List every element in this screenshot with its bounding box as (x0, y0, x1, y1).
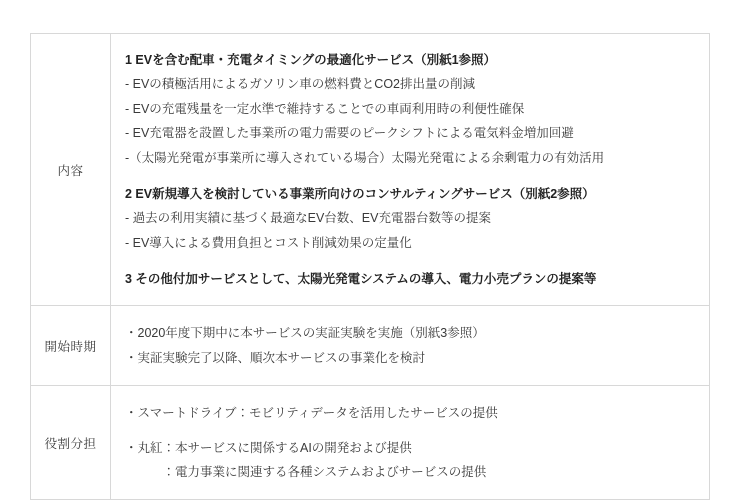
roles-spacer (125, 426, 699, 436)
row-label-content: 内容 (31, 34, 111, 305)
start-time-item-2: ・実証実験完了以降、順次本サービスの事業化を検討 (125, 350, 426, 365)
row-label-roles: 役割分担 (31, 386, 111, 499)
content-item-1-1: - EVの積極活用によるガソリン車の燃料費とCO2排出量の削減 (125, 77, 476, 92)
row-label-start-time: 開始時期 (31, 306, 111, 385)
table-row (31, 34, 709, 306)
service-overview-table (30, 33, 710, 500)
table-row (31, 306, 709, 386)
content-spacer-1 (125, 170, 699, 182)
roles-item-3: ：電力事業に関連する各種システムおよびサービスの提供 (125, 464, 487, 479)
content-heading-1: 1 EVを含む配車・充電タイミングの最適化サービス（別紙1参照） (125, 53, 497, 67)
content-spacer-2 (125, 255, 699, 267)
content-item-2-1: - 過去の利用実績に基づく最適なEV台数、EV充電器台数等の提案 (125, 211, 491, 226)
start-time-item-1: ・2020年度下期中に本サービスの実証実験を実施（別紙3参照） (125, 326, 485, 341)
content-item-1-4: -（太陽光発電が事業所に導入されている場合）太陽光発電による余剰電力の有効活用 (125, 150, 605, 165)
roles-item-2: ・丸紅：本サービスに関係するAIの開発および提供 (125, 440, 412, 455)
content-item-1-2: - EVの充電残量を一定水準で維持することでの車両利用時の利便性確保 (125, 101, 525, 116)
content-item-1-3: - EV充電器を設置した事業所の電力需要のピークシフトによる電気料金増加回避 (125, 126, 574, 141)
row-content-start-time (111, 306, 709, 385)
row-content-roles (111, 386, 709, 499)
roles-item-1: ・スマートドライブ：モビリティデータを活用したサービスの提供 (125, 406, 498, 421)
table-row (31, 386, 709, 500)
content-heading-2: 2 EV新規導入を検討している事業所向けのコンサルティングサービス（別紙2参照） (125, 186, 595, 201)
content-item-2-2: - EV導入による費用負担とコスト削減効果の定量化 (125, 235, 412, 250)
content-heading-3: 3 その他付加サービスとして、太陽光発電システムの導入、電力小売プランの提案等 (125, 272, 597, 286)
row-content-content (111, 34, 709, 305)
